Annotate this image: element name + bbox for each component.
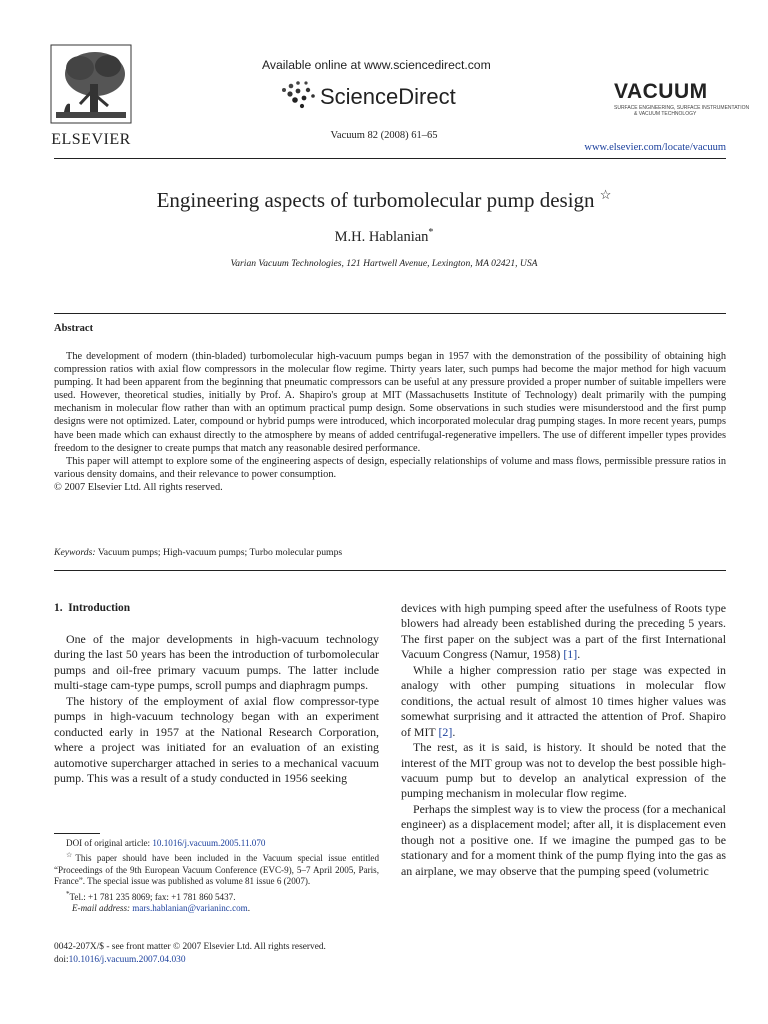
- footnote-tel: *Tel.: +1 781 235 8069; fax: +1 781 860 5437.: [66, 889, 236, 902]
- footnote-email: E-mail address: mars.hablanian@varianinc.com.: [72, 903, 251, 914]
- right-paragraph-3: The rest, as it is said, is history. It should be noted that the interest of the MIT group was not to develop the best possible high-vacuum pump but to develop an analytical expression of the pumping mechanism in molecular flow regime.: [401, 740, 726, 801]
- keywords-line: [54, 547, 342, 558]
- ref-1-link[interactable]: [1]: [563, 647, 578, 662]
- keywords-label: Keywords:: [54, 547, 96, 558]
- intro-paragraph-1: One of the major developments in high-vacuum technology during the last 50 years has been the introduction of turbomolecular pumps and oil-free primary vacuum pumps. The latter include multi-stage cam-type pumps, scroll pumps and diaphragm pumps.: [54, 632, 379, 693]
- footnote-rule: [54, 833, 100, 834]
- header-rule: [54, 158, 726, 159]
- elsevier-tree-icon: [50, 44, 132, 124]
- article-doi-link[interactable]: 10.1016/j.vacuum.2007.04.030: [68, 955, 186, 965]
- footnotes: [54, 838, 379, 915]
- publisher-name: ELSEVIER: [51, 131, 131, 148]
- journal-title: VACUUM: [614, 80, 708, 103]
- abstract-copyright: © 2007 Elsevier Ltd. All rights reserved.: [54, 481, 223, 493]
- author-name: M.H. Hablanian: [334, 228, 429, 245]
- ref-2-link[interactable]: [2]: [438, 724, 453, 739]
- abstract-paragraph-1: The development of modern (thin-bladed) turbomolecular high-vacuum pumps began in 1957 with the demonstration of the possibility of obtaining high compression ratios with axial flow compressors in the molecular flow regime. Thirty years later, such pumps had become the major method for high vacuum pumping. It had been apparent from the beginning that pneumatic compressors can be useful at any pressure provided a proper number of suitable impellers were used. However, theoretical studies, initially by Prof. A. Shapiro's group at MIT (Massachusetts Institute of Technology) dealt primarily with the pumping mechanism in molecular flow rather than with an optimum practical pump design. Some observations in such studies were misunderstood and the first pump designs were not optimized. Later, compound or hybrid pumps were introduced, which incorporated molecular drag pumping stages. In more recent years, pumps have been made which can exhaust directly to the atmosphere by means of added centrifugal-regenerative impellers. The use of different impeller types provides freedom to the designer to create pumps that match any reasonable desired performance.: [54, 351, 726, 454]
- abstract-heading: Abstract: [54, 323, 94, 334]
- author-line: [0, 227, 768, 246]
- journal-subtitle-2: & VACUUM TECHNOLOGY: [634, 111, 697, 117]
- vacuum-journal-logo: [614, 80, 750, 117]
- section-heading: 1. Introduction: [54, 602, 131, 614]
- issn-line: 0042-207X/$ - see front matter © 2007 Elsevier Ltd. All rights reserved.: [54, 942, 326, 952]
- sciencedirect-dots-icon: [280, 80, 320, 110]
- elsevier-logo: [50, 44, 132, 148]
- doi-line: doi:10.1016/j.vacuum.2007.04.030: [54, 955, 186, 965]
- journal-subtitle-1: SURFACE ENGINEERING, SURFACE INSTRUMENTATION: [614, 105, 750, 111]
- footnote-star-icon: ☆: [66, 851, 76, 860]
- abstract-body: [54, 350, 726, 494]
- journal-url-link[interactable]: www.elsevier.com/locate/vacuum: [584, 142, 726, 153]
- keywords-text: Vacuum pumps; High-vacuum pumps; Turbo molecular pumps: [97, 547, 343, 558]
- citation-line: Vacuum 82 (2008) 61–65: [330, 130, 438, 141]
- footnote-doi: DOI of original article: 10.1016/j.vacuum.2005.11.070: [66, 838, 266, 848]
- email-link[interactable]: mars.hablanian@varianinc.com: [132, 903, 248, 914]
- abstract-bottom-rule: [54, 570, 726, 571]
- right-paragraph-2: While a higher compression ratio per stage was expected in analogy with other pumping situations in molecular flow conditions, the actual result of almost 10 times higher values was somewhat surprising and it attracted the attention of Prof. Shapiro of MIT [2].: [401, 662, 726, 739]
- original-doi-link[interactable]: 10.1016/j.vacuum.2005.11.070: [152, 838, 266, 848]
- right-column: [401, 601, 726, 879]
- abstract-top-rule: [54, 313, 726, 314]
- footnote-star: ☆This paper should have been included in the Vacuum special issue entitled “Proceedings of the 9th European Vacuum Conference (EVC-9), 5–7 April 2005, Paris, France”. The special issue was published as volume 81 issue 6 (2007).: [54, 851, 379, 887]
- sciencedirect-wordmark: ScienceDirect: [320, 84, 456, 109]
- affiliation: Varian Vacuum Technologies, 121 Hartwell Avenue, Lexington, MA 02421, USA: [230, 258, 538, 269]
- right-paragraph-4: Perhaps the simplest way is to view the process (for a mechanical engineer) as a displacement model; after all, it is displacement even though not a positive one. If we imagine the pumped gas to be stationary and for a moment think of the pump flying into the gas as an airplane, we may observe that the pumping speed (volumetric: [401, 801, 726, 878]
- left-column: [54, 632, 379, 787]
- abstract-paragraph-2: This paper will attempt to explore some of the engineering aspects of design, especially relationships of volume and mass flows, permissible pressure ratios in various density domains, and their relevance to power consumption.: [54, 455, 726, 480]
- available-online: Available online at www.sciencedirect.com: [262, 58, 491, 72]
- article-title-wrap: [0, 187, 768, 213]
- author-mark: *: [428, 227, 434, 238]
- right-paragraph-1: devices with high pumping speed after the usefulness of Roots type blowers had already been established during the preceding 5 years. The first paper on the subject was a part of the first International Vacuum Congress (Namur, 1958) [1].: [401, 601, 726, 662]
- article-title: Engineering aspects of turbomolecular pump design: [156, 188, 595, 212]
- title-star-icon: ☆: [599, 187, 612, 202]
- intro-paragraph-2: The history of the employment of axial flow compressor-type pumps in high-vacuum technology began with an experiment conducted early in 1957 at the National Research Corporation, where a project was initiated for an evaluation of an existing automotive supercharger attached in series to a mechanical vacuum pump. This was a result of a study conducted in 1956 seeking: [54, 693, 379, 786]
